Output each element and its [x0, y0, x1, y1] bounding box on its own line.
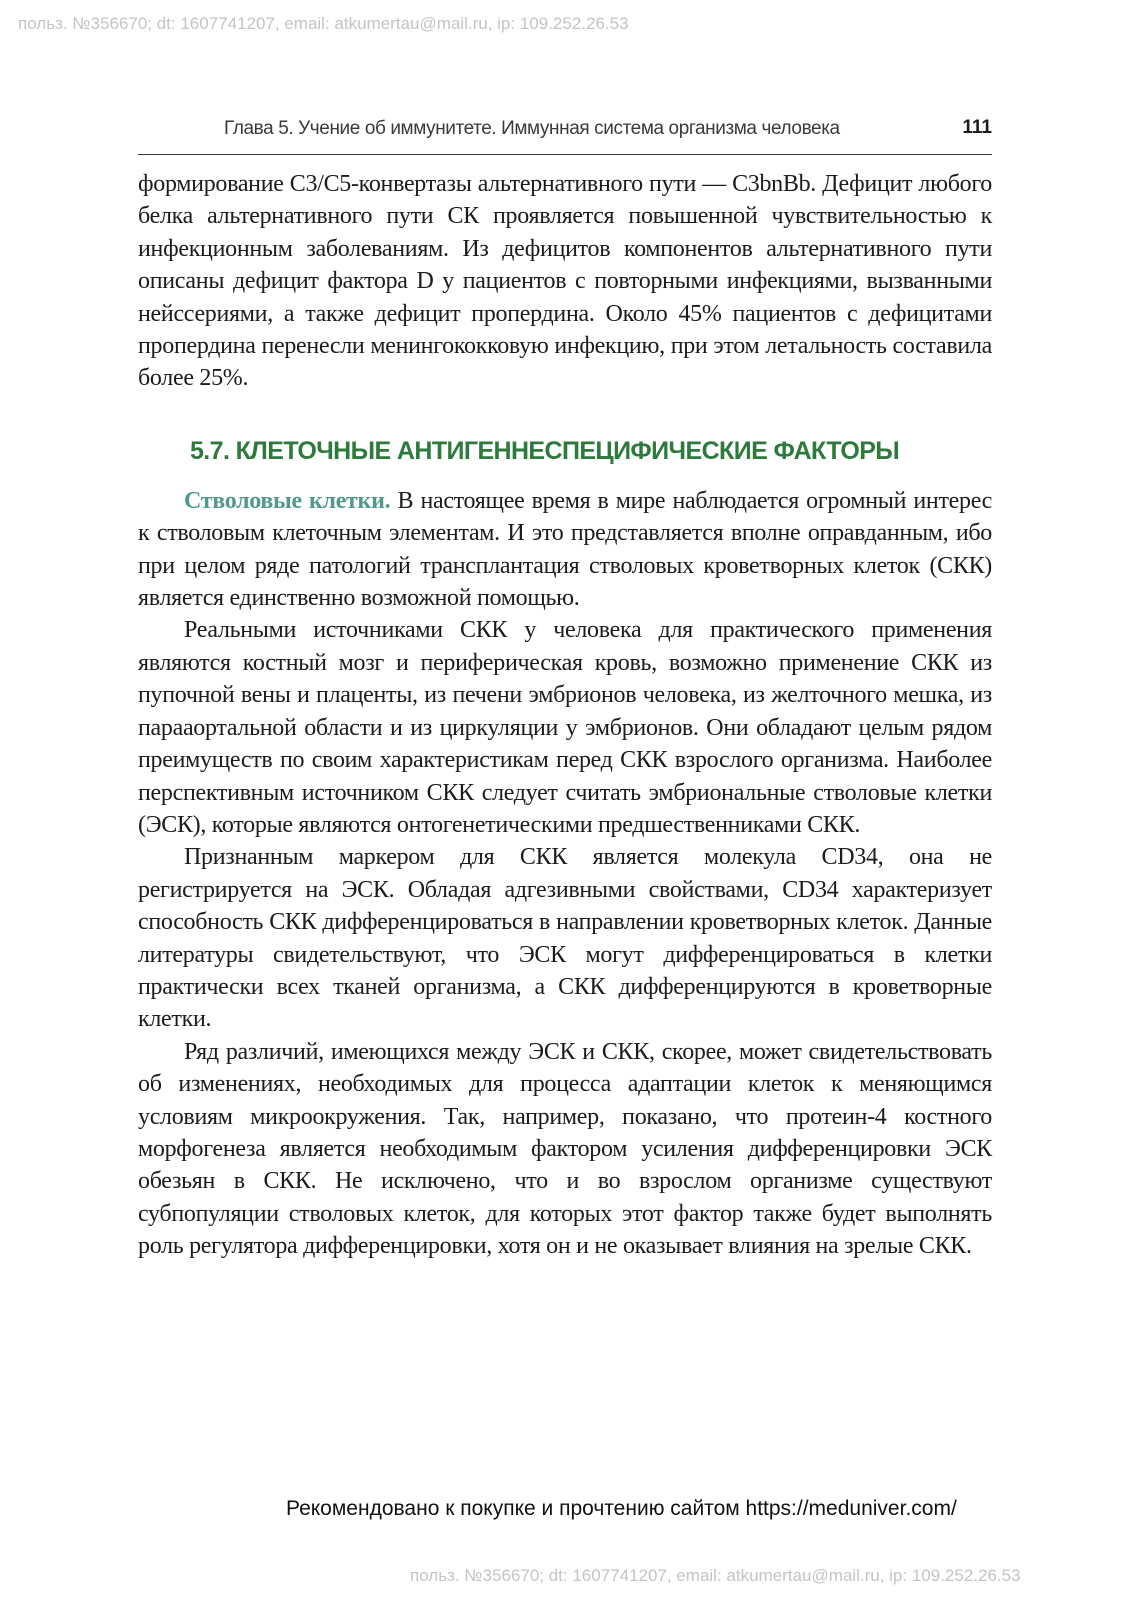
chapter-title: Глава 5. Учение об иммунитете. Иммунная система организма человека [224, 118, 840, 139]
page-body [138, 168, 992, 1263]
paragraph-marker: Признанным маркером для СКК является молекула CD34, она не регистрируется на ЭСК. Обладая адгезивными свойствами, CD34 характеризует способность СКК дифференцироваться в направлении кроветворных клеток. Данные литературы свидетельствуют, что ЭСК могут дифференцироваться в клетки практически всех тканей организма, а СКК дифференцируются в кроветворные клетки. [138, 844, 992, 1033]
paragraph-lead-term: Стволовые клетки. [184, 487, 391, 514]
paragraph-sources: Реальными источниками СКК у человека для практического применения являются костный мозг и периферическая кровь, возможно применение СКК из пупочной вены и плаценты, из печени эмбрионов человека, из желточного мешка, из парааортальной области и из циркуляции у эмбрионов. Они обладают целым рядом преимуществ по своим характеристикам перед СКК взрослого организма. Наиболее перспективным источником СКК следует считать эмбриональные стволовые клетки (ЭСК), которые являются онтогенетическими предшественниками СКК. [138, 617, 992, 838]
watermark-top: польз. №356670; dt: 1607741207, email: atkumertau@mail.ru, ip: 109.252.26.53 [18, 14, 629, 33]
section-heading: 5.7. КЛЕТОЧНЫЕ АНТИГЕННЕСПЕЦИФИЧЕСКИЕ ФАКТОРЫ [190, 436, 900, 465]
running-header [138, 116, 992, 155]
recommendation-footer: Рекомендовано к покупке и прочтению сайтом https://meduniver.com/ [286, 1497, 957, 1520]
paragraph-stem-cells [138, 485, 992, 615]
paragraph-continued: формирование C3/C5-конвертазы альтернативного пути — C3bnBb. Дефицит любого белка альтернативного пути СК проявляется повышенной чувствительностью к инфекционным заболеваниям. Из дефицитов компонентов альтернативного пути описаны дефицит фактора D у пациентов с повторными инфекциями, вызванными нейссериями, а также дефицит пропердина. Около 45% пациентов с дефицитами пропердина перенесли менингококковую инфекцию, при этом летальность составила более 25%. [138, 171, 992, 392]
page-number: 111 [962, 117, 992, 138]
paragraph-differences: Ряд различий, имеющихся между ЭСК и СКК, скорее, может свидетельствовать об изменениях, необходимых для процесса адаптации клеток к меняющимся условиям микроокружения. Так, например, показано, что протеин-4 костного морфогенеза является необходимым фактором усиления дифференцировки ЭСК обезьян в СКК. Не исключено, что и во взрослом организме существуют субпопуляции стволовых клеток, для которых этот фактор также будет выполнять роль регулятора дифференцировки, хотя он и не оказывает влияния на зрелые СКК. [138, 1038, 992, 1260]
paragraph-text: В настоящее время в мире наблюдается огромный интерес к стволовым клеточным элементам. И это представляется вполне оправданным, ибо при целом ряде патологий трансплантация стволовых кроветворных клеток (СКК) является единственно возможной помощью. [138, 487, 993, 612]
watermark-bottom: польз. №356670; dt: 1607741207, email: atkumertau@mail.ru, ip: 109.252.26.53 [410, 1566, 1021, 1585]
